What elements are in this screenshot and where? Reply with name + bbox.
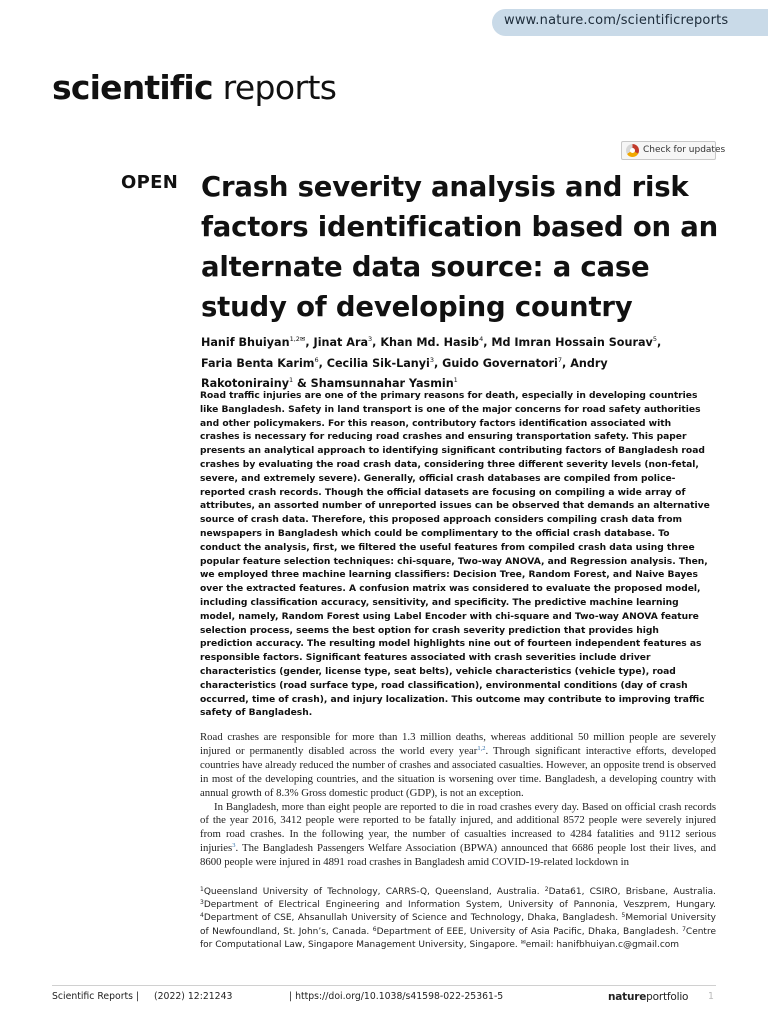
author-affiliation: 3: [429, 355, 434, 364]
affiliation-mark: 5: [621, 912, 626, 920]
top-bar: [0, 0, 768, 42]
article-title: Crash severity analysis and risk factors identification based on an alternate data source: a case study of developing country: [201, 171, 719, 323]
affiliation-mark: 1: [200, 886, 204, 893]
author-name[interactable]: Shamsunnahar Yasmin: [310, 377, 454, 391]
author-list: Hanif Bhuiyan$^{1,2✉}$, Jinat Ara$^3$, Khan Md. Hasib$^4$, Md Imran Hossain Sourav$^5$, Faria Benta Karim$^6$, Cecilia Sik-Lanyi$^3$, Guido Governatori$^7$, Andry Rakotonirainy$^1$ & Shamsunnahar Yasmin$^1$: [201, 335, 662, 391]
author-affiliation: 7: [557, 355, 563, 364]
publisher-logo-light: portfolio: [646, 991, 689, 1003]
publisher-logo-bold: nature: [608, 991, 647, 1003]
open-access-label: OPEN: [121, 172, 179, 193]
body-paragraph: [200, 731, 716, 801]
doi-link[interactable]: | https://doi.org/10.1038/s41598-022-25361-5: [289, 991, 504, 1002]
logo-bold: scientific: [52, 68, 213, 107]
affiliation-text: Department of Electrical Engineering and Information System, University of Pannonia, Veszprem, Hungary.: [203, 900, 716, 911]
author-affiliation: 5: [652, 335, 657, 343]
body-text-run: Road crashes are responsible for more than 1.3 million deaths, whereas additional 50 million people are severely injured or permanently disabled across the world every year: [200, 731, 716, 757]
author-affiliation: 6: [314, 355, 319, 364]
body-text-run: . Through significant interactive efforts, developed countries have already reduced the number of crashes and associated casualties. However, an opposite trend is observed in most of the developing countries, and the situation is worsening over time. Bangladesh, a developing country with annual growth of 8.3% Gross domestic product (GDP), is not an exception.: [200, 744, 717, 799]
author-name[interactable]: Jinat Ara: [313, 336, 369, 349]
author-name[interactable]: Faria Benta Karim: [201, 356, 315, 370]
author-name[interactable]: Guido Governatori: [442, 356, 558, 370]
abstract: Road traffic injuries are one of the primary reasons for death, especially in developing countries like Bangladesh. Safety in land transport is one of the major concerns for road safety authorities and other policymakers. For this reason, contributory factors identification associated with crashes is necessary for reducing road crashes and ensuring transportation safety. This paper presents an analytical approach to identifying significant contributing factors of Bangladesh road crashes by evaluating the road crash data, considering three different severity levels (non-fetal, severe, and extremely severe). Generally, official crash databases are compiled from police-reported crash records. Though the official datasets are focusing on compiling a wide array of attributes, an assorted number of unreported issues can be observed that demands an alternative source of crash data. Therefore, this proposed approach considers compiling crash data from newspapers in Bangladesh which could be complimentary to the official crash database. To conduct the analysis, first, we filtered the useful features from compiled crash data using three popular feature selection techniques: chi-square, Two-way ANOVA, and Regression analysis. Then, we employed three machine learning classifiers: Decision Tree, Random Forest, and Naive Bayes over the extracted features. A confusion matrix was considered to evaluate the proposed model, including classification accuracy, sensitivity, and specificity. The predictive machine learning model, namely, Random Forest using Label Encoder with chi-square and Two-way ANOVA feature selection process, seems the best option for crash severity prediction that provides high prediction accuracy. The resulting model highlights nine out of fourteen independent features as responsible factors. Significant features associated with crash severities include driver characteristics (gender, license type, seat belts), vehicle characteristics (vehicle type), road characteristics (road surface type, road classification), environmental conditions (day of crash occurred, time of crash), and injury localization. This outcome may contribute to improving traffic safety of Bangladesh.: [200, 391, 710, 719]
affiliation-text: Data61, CSIRO, Brisbane, Australia.: [548, 887, 716, 897]
body-text: [200, 731, 716, 870]
author-affiliation: 1: [453, 376, 458, 385]
affiliations: [200, 886, 716, 952]
journal-url-link[interactable]: www.nature.com/scientificreports: [504, 13, 729, 28]
affiliation-text: Memorial University of Newfoundland, St. John’s, Canada.: [200, 913, 717, 937]
affiliation-text: Centre for Computational Law, Singapore Management University, Singapore.: [200, 926, 716, 950]
check-for-updates-label: Check for updates: [643, 145, 726, 155]
footer-volume: (2022) 12:21243: [154, 991, 233, 1002]
author-email-link[interactable]: email: hanifbhuiyan.c@gmail.com: [525, 939, 680, 950]
affiliation-mark: 2: [544, 886, 549, 893]
affiliation-mark: 4: [200, 912, 204, 920]
author-affiliation: 3: [368, 335, 373, 343]
author-name[interactable]: Khan Md. Hasib: [380, 336, 480, 349]
body-text-run: In Bangladesh, more than eight people are reported to die in road crashes every day. Based on official crash records of the year 2016, 3412 people were reported to be fatally injured, and additional 8572 people were severely injured from road crashes. In the following year, the number of casualties increased to 4284 fatalities and 9112 serious injuries: [200, 800, 716, 855]
author-affiliation: 1,2✉: [289, 335, 306, 343]
citation-link[interactable]: 1,2: [477, 744, 486, 752]
affiliation-text: Department of EEE, University of Asia Pacific, Dhaka, Bangladesh.: [376, 926, 683, 937]
email-icon: ✉: [520, 938, 526, 946]
author-affiliation: 4: [479, 335, 484, 343]
affiliation-mark: 3: [200, 899, 204, 907]
logo-light: reports: [222, 68, 337, 107]
publisher-logo: [608, 991, 688, 1003]
body-paragraph: [200, 801, 716, 871]
page-number: 1: [708, 991, 714, 1002]
body-text-run: . The Bangladesh Passengers Welfare Association (BPWA) announced that 6686 people lost their lives, and 8600 people were injured in 4891 road crashes in Bangladesh amid COVID-19-related lockdown in: [200, 842, 716, 869]
affiliation-mark: 6: [372, 925, 377, 933]
author-affiliation: 1: [288, 376, 294, 385]
journal-logo[interactable]: [52, 68, 336, 107]
author-name[interactable]: Hanif Bhuiyan: [201, 336, 290, 349]
affiliation-text: Queensland University of Technology, CARRS-Q, Queensland, Australia.: [203, 887, 545, 897]
affiliation-text: Department of CSE, Ahsanullah University of Science and Technology, Dhaka, Bangladesh.: [203, 913, 622, 924]
footer-divider: [52, 985, 716, 986]
footer-journal: Scientific Reports |: [52, 991, 140, 1002]
citation-link[interactable]: 3: [232, 842, 236, 850]
affiliation-mark: 7: [682, 925, 686, 933]
author-name[interactable]: Cecilia Sik-Lanyi: [326, 356, 430, 370]
crossmark-icon: [626, 144, 639, 157]
check-for-updates-button[interactable]: [621, 141, 726, 160]
author-name[interactable]: Andry Rakotonirainy: [201, 356, 608, 391]
author-name[interactable]: Md Imran Hossain Sourav: [491, 336, 653, 349]
